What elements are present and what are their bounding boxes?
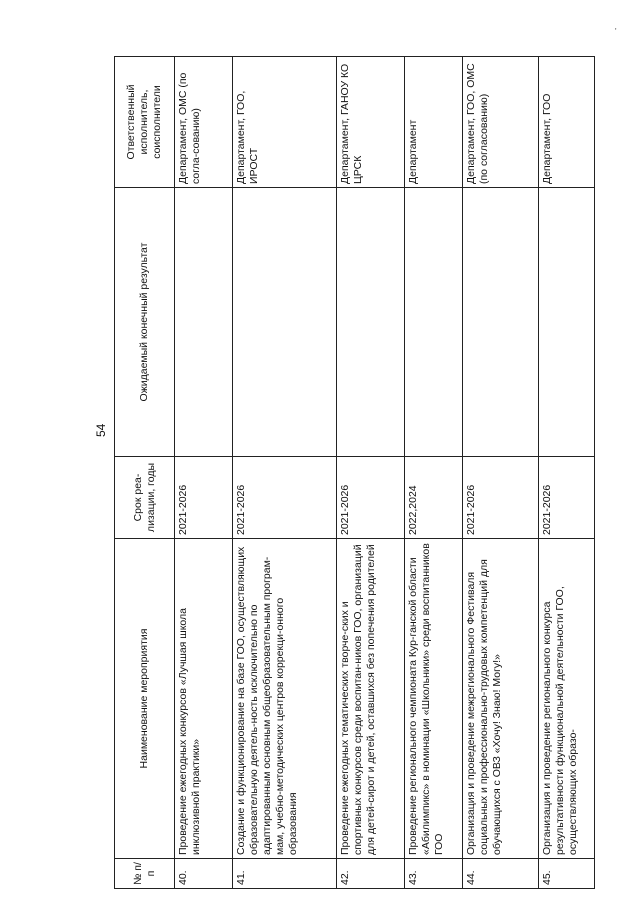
header-executor: Ответственный исполнитель, соисполнители bbox=[115, 57, 175, 188]
cell-executor: Департамент, ГОО, ОМС (по согласованию) bbox=[463, 57, 539, 188]
cell-number: 45. bbox=[539, 859, 595, 889]
header-activity-name: Наименование мероприятия bbox=[115, 539, 175, 859]
cell-number: 41. bbox=[233, 859, 337, 889]
cell-number: 42. bbox=[337, 859, 405, 889]
cell-number: 43. bbox=[405, 859, 463, 889]
cell-executor: Департамент, ГОО, ИРОСТ bbox=[233, 57, 337, 188]
cell-expected-result bbox=[463, 188, 539, 457]
table-row bbox=[463, 57, 539, 889]
cell-term: 2021-2026 bbox=[463, 457, 539, 539]
page-number: 54 bbox=[94, 423, 108, 437]
cell-number: 40. bbox=[175, 859, 233, 889]
cell-expected-result bbox=[175, 188, 233, 457]
cell-expected-result bbox=[539, 188, 595, 457]
cell-term: 2021-2026 bbox=[175, 457, 233, 539]
table-row bbox=[405, 57, 463, 889]
cell-expected-result bbox=[233, 188, 337, 457]
cell-executor: Департамент, ОМС (по согла-сованию) bbox=[175, 57, 233, 188]
cell-number: 44. bbox=[463, 859, 539, 889]
cell-expected-result bbox=[337, 188, 405, 457]
table-row bbox=[337, 57, 405, 889]
header-expected-result: Ожидаемый конечный результат bbox=[115, 188, 175, 457]
header-number: № п/п bbox=[115, 859, 175, 889]
rotated-page-content bbox=[114, 57, 594, 889]
table-row bbox=[175, 57, 233, 889]
table-row bbox=[539, 57, 595, 889]
cell-executor: Департамент, ГАНОУ КО ЦРСК bbox=[337, 57, 405, 188]
cell-executor: Департамент bbox=[405, 57, 463, 188]
cell-activity-name: Создание и функционирование на базе ГОО, осуществляющих образовательную деятель-ность исключительно по адаптированным основным общеобразовательным програм-мам, учебно-методических центров коррекци-онного образования bbox=[233, 539, 337, 859]
cell-executor: Департамент, ГОО bbox=[539, 57, 595, 188]
cell-activity-name: Проведение ежегодных тематических творче-ских и спортивных конкурсов среди воспитан-ников ГОО, организаций для детей-сирот и детей, оставшихся без попечения родителей bbox=[337, 539, 405, 859]
cell-term: 2021-2026 bbox=[233, 457, 337, 539]
cell-term: 2022,2024 bbox=[405, 457, 463, 539]
table-row bbox=[233, 57, 337, 889]
cell-activity-name: Организация и проведение межрегионального Фестиваля социальных и профессионально-трудовых компетенций для обучающихся с ОВЗ «Хочу! Знаю! Могу!» bbox=[463, 539, 539, 859]
corner-mark: ' bbox=[615, 27, 617, 36]
cell-activity-name: Проведение регионального чемпионата Кур-ганской области «Абилимпикс» в номинации «Школьники» среди воспитанников ГОО bbox=[405, 539, 463, 859]
table-header-row bbox=[115, 57, 175, 889]
cell-term: 2021-2026 bbox=[539, 457, 595, 539]
header-term: Срок реа-лизации, годы bbox=[115, 457, 175, 539]
cell-activity-name: Организация и проведение регионального конкурса результативности функциональной деятельности ГОО, осуществляющих образо- bbox=[539, 539, 595, 859]
activities-table bbox=[114, 56, 595, 889]
cell-activity-name: Проведение ежегодных конкурсов «Лучшая школа инклюзивной практики» bbox=[175, 539, 233, 859]
cell-term: 2021-2026 bbox=[337, 457, 405, 539]
cell-expected-result bbox=[405, 188, 463, 457]
